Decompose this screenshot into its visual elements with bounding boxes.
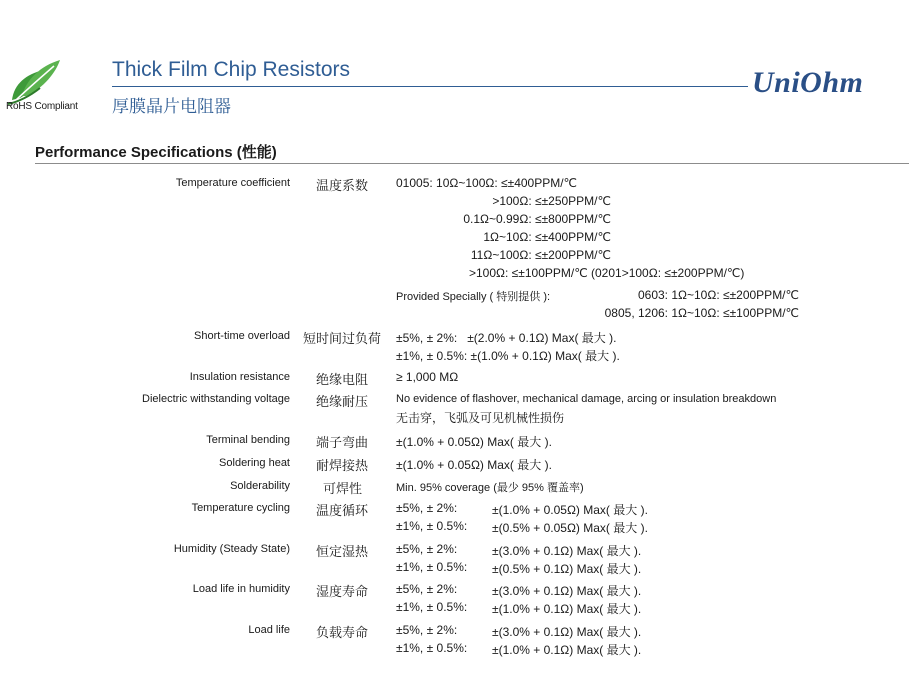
spec-value: Min. 95% coverage (最少 95% 覆盖率): [396, 482, 584, 494]
spec-value: ±5%, ± 2%: ±(2.0% + 0.1Ω) Max( 最大 ).: [396, 331, 617, 345]
spec-value: ±(3.0% + 0.1Ω) Max( 最大 ).: [492, 625, 642, 639]
spec-value: ±(1.0% + 0.1Ω) Max( 最大 ).: [492, 643, 642, 657]
spec-value: 0.1Ω~0.99Ω: ≤±800PPM/℃: [463, 212, 611, 226]
spec-value: ±1%, ± 0.5%:: [396, 600, 468, 614]
spec-label-cn: 可焊性: [323, 481, 363, 496]
page-title-cn: 厚膜晶片电阻器: [112, 97, 231, 116]
spec-value: ±(0.5% + 0.1Ω) Max( 最大 ).: [492, 562, 642, 576]
spec-value: 1Ω~10Ω: ≤±400PPM/℃: [483, 230, 611, 244]
spec-value: ±5%, ± 2%:: [396, 582, 458, 596]
spec-label-cn: 负载寿命: [316, 625, 369, 640]
spec-label-en: Solderability: [230, 480, 290, 492]
spec-value: ≥ 1,000 MΩ: [396, 370, 459, 384]
spec-value: ±(1.0% + 0.05Ω) Max( 最大 ).: [492, 503, 648, 517]
spec-value: 无击穿，飞弧及可见机械性损伤: [396, 411, 565, 425]
spec-value: 0603: 1Ω~10Ω: ≤±200PPM/℃: [637, 288, 799, 302]
spec-value: ±(1.0% + 0.1Ω) Max( 最大 ).: [492, 602, 642, 616]
page-title-en: Thick Film Chip Resistors: [112, 58, 351, 81]
spec-value: ±1%, ± 0.5%:: [396, 519, 468, 533]
header-divider: [112, 86, 748, 87]
spec-value: ±(1.0% + 0.05Ω) Max( 最大 ).: [396, 458, 552, 472]
spec-label-cn: 绝缘耐压: [316, 394, 369, 409]
section-divider: [35, 163, 909, 164]
spec-label-cn: 温度系数: [316, 178, 369, 193]
spec-value: Provided Specially ( 特别提供 ):: [396, 291, 551, 303]
spec-value: 0805, 1206: 1Ω~10Ω: ≤±100PPM/℃: [604, 306, 799, 320]
spec-value: ±1%, ± 0.5%:: [396, 641, 468, 655]
spec-label-cn: 端子弯曲: [316, 435, 369, 450]
spec-label-en: Insulation resistance: [189, 371, 290, 383]
spec-label-en: Temperature coefficient: [175, 177, 290, 189]
spec-value: ±(0.5% + 0.05Ω) Max( 最大 ).: [492, 521, 648, 535]
spec-value: ±(3.0% + 0.1Ω) Max( 最大 ).: [492, 544, 642, 558]
spec-label-en: Load life: [248, 624, 290, 636]
spec-value: >100Ω: ≤±250PPM/℃: [492, 194, 611, 208]
spec-label-en: Humidity (Steady State): [173, 543, 290, 555]
section-title: Performance Specifications (性能): [35, 144, 277, 161]
spec-label-en: Dielectric withstanding voltage: [142, 393, 290, 405]
spec-value: ±(3.0% + 0.1Ω) Max( 最大 ).: [492, 584, 642, 598]
spec-value: ±5%, ± 2%:: [396, 623, 458, 637]
brand-logo: UniOhm: [752, 66, 864, 99]
spec-value: >100Ω: ≤±100PPM/℃ (0201>100Ω: ≤±200PPM/℃): [469, 266, 745, 280]
rohs-compliant-label: RoHS Compliant: [6, 101, 78, 112]
spec-label-en: Terminal bending: [206, 434, 290, 446]
spec-label-en: Soldering heat: [219, 457, 290, 469]
spec-label-cn: 恒定湿热: [316, 544, 369, 559]
spec-value: ±5%, ± 2%:: [396, 542, 458, 556]
spec-value: ±1%, ± 0.5%: ±(1.0% + 0.1Ω) Max( 最大 ).: [396, 349, 620, 363]
spec-label-en: Short-time overload: [194, 330, 290, 342]
spec-label-cn: 湿度寿命: [316, 584, 369, 599]
spec-value: ±5%, ± 2%:: [396, 501, 458, 515]
spec-value: ±(1.0% + 0.05Ω) Max( 最大 ).: [396, 435, 552, 449]
spec-label-cn: 绝缘电阻: [316, 372, 369, 387]
spec-label-cn: 温度循环: [316, 503, 369, 518]
spec-value: 01005: 10Ω~100Ω: ≤±400PPM/℃: [396, 176, 578, 190]
spec-label-cn: 耐焊接热: [316, 458, 369, 473]
spec-label-en: Load life in humidity: [192, 583, 290, 595]
spec-label-cn: 短时间过负荷: [303, 331, 382, 346]
spec-value: ±1%, ± 0.5%:: [396, 560, 468, 574]
spec-value: No evidence of flashover, mechanical damage, arcing or insulation breakdown: [396, 393, 777, 405]
spec-value: 11Ω~100Ω: ≤±200PPM/℃: [470, 248, 611, 262]
spec-label-en: Temperature cycling: [191, 502, 290, 514]
